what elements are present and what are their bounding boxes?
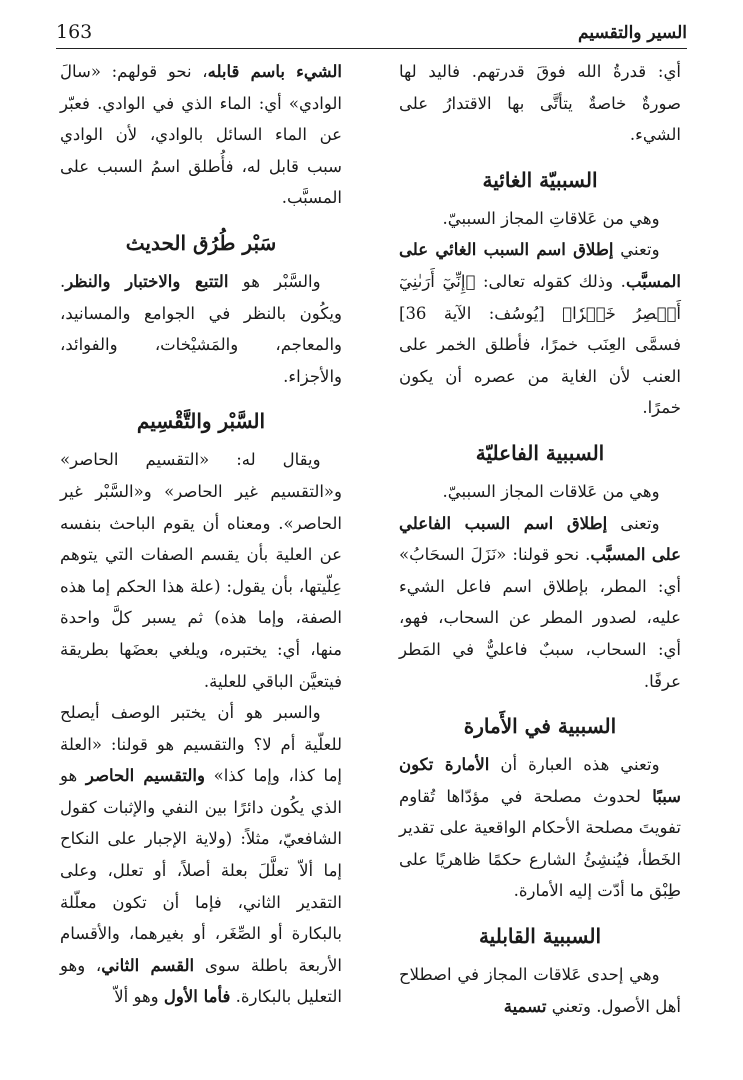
bold-term: القسم الثاني	[101, 955, 195, 975]
text-run: هو الذي يكُون دائرًا بين النفي والإثبات كقول الشافعيّ، مثلاً: (ولاية الإجبار على النكاح إما ألاّ تعلَّلَ بعلة أصلاً، أو تعلل، وعلى التقدير الثاني، فإما أن تكون معلّلة بالبكارة أو الصِّغَر، أو بغيرهما، والأقسام الأربعة باطلة سوى	[60, 766, 343, 975]
bold-term: التتبع والاختبار والنظر	[65, 271, 229, 291]
paragraph	[399, 234, 681, 424]
text-run: . نحو قولنا: «نَزَلَ السحَابُ» أي: المطر، بإطلاق اسم فاعل الشيء عليه، لصدور المطر عن السحاب، فهو، أي: السحاب، سببٌ فاعليٌّ في المَطر عرفًا.	[399, 545, 681, 691]
text-run: . ويكُون بالنظر في الجوامع والمسانيد، والمعاجم، والمَشيْخات، والفوائد، والأجزاء.	[60, 271, 342, 386]
bold-term: إطلاق اسم السبب الغائي على المسبَّب	[399, 240, 681, 291]
page-number: 163	[56, 21, 93, 43]
text-run: ، نحو قولهم: «سالَ الوادي» أي: الماء الذي في الوادي. فعبّر عن الماء السائل بالوادي، لأن الوادي سبب قابل له، فأُطلق اسمُ السبب على المسبَّب.	[60, 62, 342, 208]
paragraph	[60, 697, 342, 1013]
right-column	[399, 56, 681, 1022]
text-run: والسَّبْر هو	[228, 271, 321, 291]
text-run: وتعنى	[607, 513, 660, 533]
entry-heading: السببية القابلية	[478, 924, 602, 949]
entry-heading: السببية الفاعليّة	[475, 440, 605, 465]
running-title: السير والتقسيم	[578, 23, 687, 43]
bold-term: فأما الأول	[163, 987, 231, 1007]
paragraph	[60, 266, 342, 392]
paragraph: وهي من عَلاقاتِ المجاز السببيّ.	[442, 208, 660, 228]
entry-heading: سَبْر طُرُق الحديث	[125, 230, 277, 255]
paragraph	[399, 959, 681, 1022]
bold-term: والتقسيم الحاصر	[85, 766, 205, 786]
entry-heading: السببية في الأَمارة	[463, 714, 617, 739]
paragraph: ويقال له: «التقسيم الحاصر» و«التقسيم غير الحاصر» و«السَّبْر غير الحاصر». ومعناه أن يقوم الباحث بنفسه عن العلية بأن يقسم الصفات التي يتوهم عِلّيتها، بأن يقول: (علة هذا الحكم إما هذه الصفة، وإما هذه) ثم يسبر كلَّ واحدة منها، أي: يختبره، ويلغي بعضَها بطريقة فيتعيَّن الباقي للعلية.	[60, 450, 342, 691]
paragraph: وهي من عَلاقات المجاز السببيّ.	[442, 481, 660, 501]
bold-term: الأمارة تكون سببًا	[399, 755, 681, 806]
paragraph	[60, 56, 342, 214]
bold-term: إطلاق اسم السبب الفاعلي على المسبَّب	[399, 513, 681, 565]
text-run: . وذلك كقوله تعالى: ﴿إِنِّيٓ أَرَىٰنِيٓ أَعۡصِرُ خَمۡرٗا﴾ [يُوسُف: الآية 36] فسمَّى العِنَب خمرًا، فأطلق الخمر على العنب لأن الغاية من عصره أن يكون خمرًا.	[399, 271, 681, 418]
left-column	[60, 56, 342, 1013]
paragraph	[399, 749, 681, 907]
text-run: والسبر هو أن يختبر الوصف أيصلح للعلّية أم لا؟ والتقسيم هو قولنا: «العلة إما كذا، وإما كذا»	[60, 703, 342, 786]
entry-heading: السببيّة الغائية	[482, 167, 598, 192]
text-run: وهي إحدى عَلاقات المجاز في اصطلاح أهل الأصول. وتعني	[399, 965, 681, 1016]
bold-term: الشيء باسم قابله	[207, 62, 342, 81]
text-run: وهو ألاّ	[114, 987, 164, 1007]
paragraph: أي: قدرةُ الله فوقَ قدرتهم. فاليد لها صورةٌ خاصةٌ يتأتَّى بها الاقتدارُ على الشيء.	[399, 62, 681, 145]
text-run: وتعني	[613, 240, 660, 260]
text-run: ، وهو التعليل بالبكارة.	[60, 955, 342, 1007]
entry-heading: السَّبْر والتَّقْسِيم	[136, 409, 266, 434]
text-run: وتعني هذه العبارة أن	[489, 755, 660, 775]
paragraph	[399, 508, 681, 698]
bold-term: تسمية	[503, 996, 547, 1016]
page-header	[56, 14, 687, 49]
text-run: لحدوث مصلحة في مؤدّاها تُقاوم تفويتَ مصلحة الأحكام الواقعية على تقدير الخَطأ، فيُنشِئُ الشارع حكمًا ظاهريًا على طِبْق ما أدّت إليه الأمارة.	[399, 786, 681, 901]
